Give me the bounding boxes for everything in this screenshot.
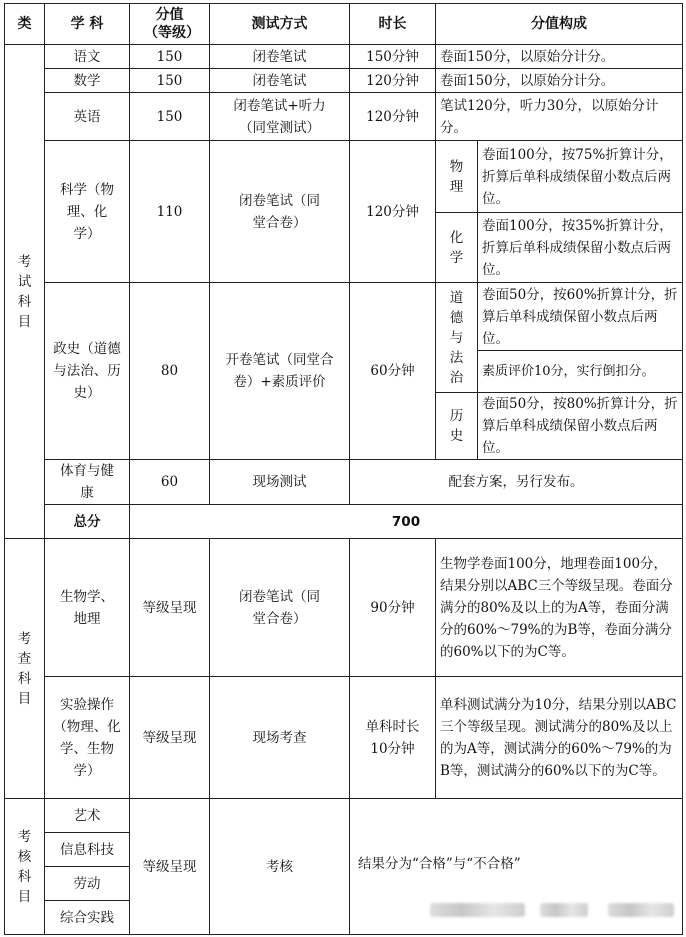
- total-label: 总分: [45, 505, 130, 539]
- chemistry-composition: 卷面100分，按35%折算计分，折算后单科成绩保留小数点后两位。: [478, 213, 683, 283]
- score-cell: 150: [130, 69, 210, 93]
- score-cell: 60: [130, 460, 210, 505]
- method-cell: 现场考查: [210, 677, 350, 799]
- category-check: 考查科目: [5, 539, 45, 799]
- subject-cell: 数学: [45, 69, 130, 93]
- physics-composition: 卷面100分，按75%折算计分，折算后单科成绩保留小数点后两位。: [478, 141, 683, 213]
- subject-cell: 政史（道德与法治、历史）: [45, 283, 130, 460]
- total-value: 700: [130, 505, 683, 539]
- table-row: [5, 283, 683, 351]
- method-cell: 闭卷笔试（同堂合卷）: [210, 141, 350, 283]
- method-cell: 闭卷笔试: [210, 45, 350, 69]
- header-method: 测试方式: [210, 4, 350, 45]
- table-row: [5, 69, 683, 93]
- score-cell: 150: [130, 93, 210, 141]
- total-row: [5, 505, 683, 539]
- duration-cell: 90分钟: [350, 539, 436, 677]
- method-cell: 闭卷笔试: [210, 69, 350, 93]
- duration-cell: 150分钟: [350, 45, 436, 69]
- exam-table: [4, 3, 683, 935]
- composition-cell: 卷面150分，以原始分计分。: [436, 69, 683, 93]
- method-cell: 考核: [210, 799, 350, 935]
- subject-cell: 英语: [45, 93, 130, 141]
- duration-cell: 单科时长10分钟: [350, 677, 436, 799]
- chemistry-label: 化学: [436, 213, 478, 283]
- subject-cell: 体育与健康: [45, 460, 130, 505]
- header-score: 分值（等级）: [130, 4, 210, 45]
- table-row: [5, 93, 683, 141]
- composition-cell: 笔试120分，听力30分，以原始分计分。: [436, 93, 683, 141]
- grade-cell: 等级呈现: [130, 799, 210, 935]
- assess-subject-cell: 信息科技: [45, 833, 130, 867]
- header-subject: 学 科: [45, 4, 130, 45]
- method-cell: 闭卷笔试（同堂合卷）: [210, 539, 350, 677]
- category-assess: 考核科目: [5, 799, 45, 935]
- watermark-blur: [430, 903, 525, 917]
- duration-cell: 60分钟: [350, 283, 436, 460]
- watermark-blur: [608, 903, 674, 917]
- table-row: [5, 799, 683, 833]
- category-exam: 考试科目: [5, 45, 45, 539]
- table-row: [5, 141, 683, 213]
- duration-cell: 120分钟: [350, 93, 436, 141]
- composition-cell: 卷面150分，以原始分计分。: [436, 45, 683, 69]
- physics-label: 物理: [436, 141, 478, 213]
- score-cell: 80: [130, 283, 210, 460]
- header-category: 类: [5, 4, 45, 45]
- method-cell: 现场测试: [210, 460, 350, 505]
- table-row: [5, 539, 683, 677]
- duration-cell: 120分钟: [350, 141, 436, 283]
- watermark-blur: [540, 903, 588, 917]
- score-cell: 150: [130, 45, 210, 69]
- composition-cell: 生物学卷面100分，地理卷面100分，结果分别以ABC三个等级呈现。卷面分满分的80%及以上的为A等，卷面分满分的60%～79%的为B等，卷面分满分的60%以下的为C等。: [436, 539, 683, 677]
- subject-cell: 科学（物理、化学）: [45, 141, 130, 283]
- pe-note: 配套方案，另行发布。: [350, 460, 683, 505]
- assess-subject-cell: 劳动: [45, 867, 130, 901]
- method-cell: 闭卷笔试+听力（同堂测试）: [210, 93, 350, 141]
- header-row: [5, 4, 683, 45]
- duration-cell: 120分钟: [350, 69, 436, 93]
- table-row: [5, 45, 683, 69]
- composition-cell: 单科测试满分为10分，结果分别以ABC三个等级呈现。测试满分的80%及以上的为A等，测试满分的60%～79%的为B等，测试满分的60%以下的为C等。: [436, 677, 683, 799]
- subject-cell: 生物学、地理: [45, 539, 130, 677]
- table-row: [5, 460, 683, 505]
- header-duration: 时长: [350, 4, 436, 45]
- subject-cell: 语文: [45, 45, 130, 69]
- history-composition: 卷面50分，按80%折算计分，折算后单科成绩保留小数点后两位。: [478, 393, 683, 460]
- subject-cell: 实验操作（物理、化学、生物学）: [45, 677, 130, 799]
- assess-subject-cell: 综合实践: [45, 901, 130, 935]
- grade-cell: 等级呈现: [130, 677, 210, 799]
- assess-subject-cell: 艺术: [45, 799, 130, 833]
- header-composition: 分值构成: [436, 4, 683, 45]
- method-cell: 开卷笔试（同堂合卷）+素质评价: [210, 283, 350, 460]
- score-cell: 110: [130, 141, 210, 283]
- morality-eval-composition: 素质评价10分，实行倒扣分。: [478, 351, 683, 393]
- morality-label: 道德与法治: [436, 283, 478, 393]
- assess-result: 结果分为“合格”与“不合格”: [350, 799, 683, 935]
- table-row: [5, 677, 683, 799]
- morality-paper-composition: 卷面50分，按60%折算计分，折算后单科成绩保留小数点后两位。: [478, 283, 683, 351]
- grade-cell: 等级呈现: [130, 539, 210, 677]
- history-label: 历史: [436, 393, 478, 460]
